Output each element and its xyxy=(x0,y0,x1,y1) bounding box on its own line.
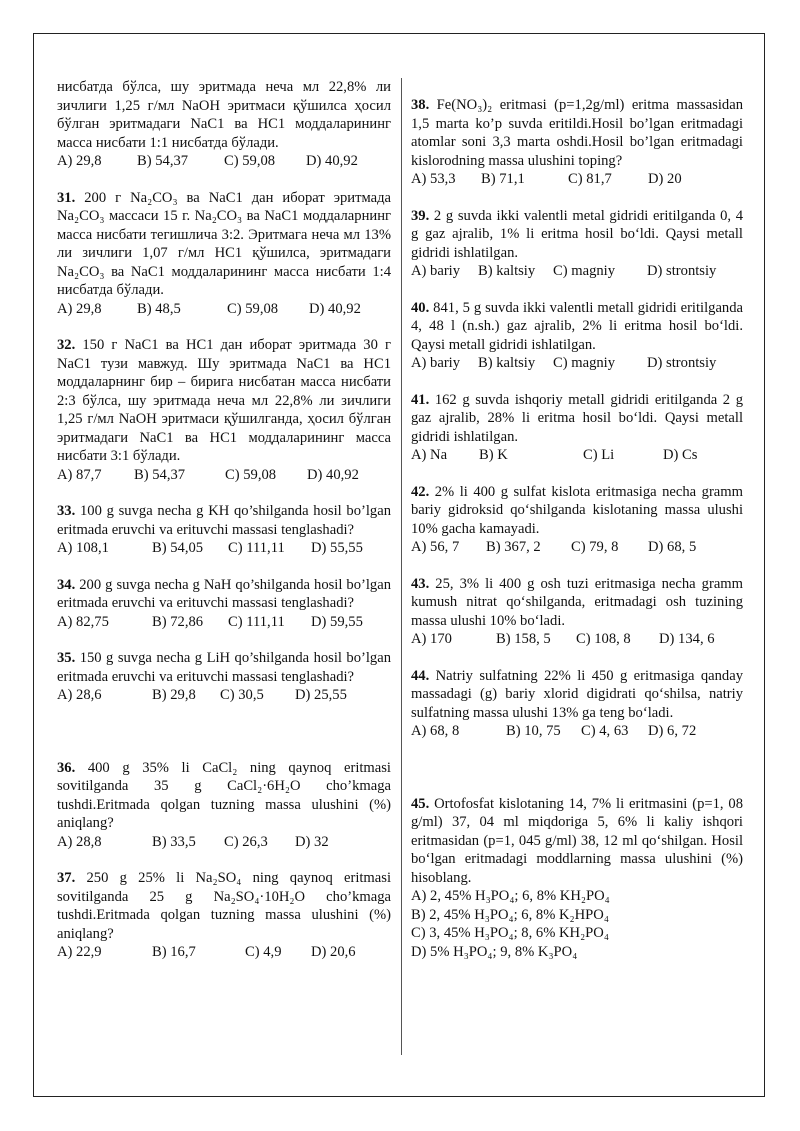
question-text: 38. Fe(NO₃)₂ eritmasi (p=1,2g/ml) eritma massasidan 1,5 marta ko’p suvda eritildi.Hosil bo’lgan eritmadagi atomlar soni 3,3 marta oshdi.Hosil bo’lgan eritmadagi kislorodning massa ulushini toping? xyxy=(411,97,743,169)
answer-c: C) 4,9 xyxy=(245,944,282,960)
left-column xyxy=(57,78,391,980)
question-number: 38. xyxy=(411,97,430,113)
question-number: 41. xyxy=(411,391,430,408)
answer-a: A) 2, 45% H₃PO₄; 6, 8% KH₂PO₄ xyxy=(411,888,610,904)
question-33 xyxy=(57,502,391,558)
question-number: 42. xyxy=(411,483,430,500)
answer-row xyxy=(411,630,743,649)
question-number: 37. xyxy=(57,870,76,886)
question-text: 40. 841, 5 g suvda ikki valentli metall gidridi eritilganda 4, 48 l (n.sh.) gaz ajralib, 2% li eritma hosil bo‘ldi. Qaysi metall gidridi ishlatilgan. xyxy=(411,299,743,353)
answer-a: A) 170 xyxy=(411,631,452,647)
answer-d: D) Cs xyxy=(663,447,698,463)
answer-a: A) 87,7 xyxy=(57,466,102,483)
question-39 xyxy=(411,207,743,281)
answer-d: D) 40,92 xyxy=(307,466,359,483)
answer-row xyxy=(411,446,743,465)
question-number: 44. xyxy=(411,667,430,684)
question-text: 43. 25, 3% li 400 g osh tuzi eritmasiga necha gramm kumush nitrat qo‘shilganda, eritmadagi osh tuzining massa ulushi 10% bo‘ladi. xyxy=(411,575,743,629)
answer-a: A) 29,8 xyxy=(57,153,102,169)
question-text: 37. 250 g 25% li Na₂SO₄ ning qaynoq eritmasi sovitilganda 25 g Na₂SO₄·10H₂O cho’kmaga tushdi.Eritmada qolgan tuzning massa ulushini (%) aniqlang? xyxy=(57,870,391,942)
answer-a: A) 28,8 xyxy=(57,833,102,850)
answer-c: C) 3, 45% H₃PO₄; 8, 6% KH₂PO₄ xyxy=(411,925,609,941)
question-text: 32. 150 г NaC1 ва HC1 дан иборат эритмада 30 г NaC1 тузи мавжуд. Шу эритмада NaC1 ва HC1 моддаларнинг бир – бирига нисбатан масса нисбати 2:3 бўлса, шу эритмада неча мл 22,8% ли зичлиги 1,25 г/мл NaOH эритмаси қўшилганда, ҳосил бўлган эритмадаги NaC1 ва HC1 моддаларининг масса нисбати 3:1 бўлади. xyxy=(57,337,391,464)
question-32 xyxy=(57,336,391,484)
question-36 xyxy=(57,759,391,852)
answer-row xyxy=(57,152,391,171)
answer-d: D) 25,55 xyxy=(295,687,347,703)
answer-d: D) 6, 72 xyxy=(648,723,697,739)
answer-c: C) 111,11 xyxy=(228,540,285,556)
question-number: 31. xyxy=(57,189,76,206)
question-35 xyxy=(57,649,391,705)
answer-b: B) 54,05 xyxy=(152,540,204,556)
answer-row xyxy=(411,262,743,281)
answer-c: C) Li xyxy=(583,447,615,463)
answer-a: A) bariy xyxy=(411,263,461,279)
question-number: 34. xyxy=(57,576,76,593)
answer-c: C) 59,08 xyxy=(225,466,277,483)
answer-b: B) 72,86 xyxy=(152,613,204,630)
question-text: нисбатда бўлса, шу эритмада неча мл 22,8% ли зичлиги 1,25 г/мл NaOH эритмаси қўшилса ҳосил бўлган эритмадаги NaC1 ва HC1 моддаларининг масса нисбати 1:1 нисбатда бўлади. xyxy=(57,79,391,151)
answer-b: B) 2, 45% H₃PO₄; 6, 8% K₂HPO₄ xyxy=(411,906,609,923)
answer-c: C) 79, 8 xyxy=(571,539,619,555)
answer-c: C) magniy xyxy=(553,263,616,279)
answer-a: A) bariy xyxy=(411,355,461,371)
spacer xyxy=(57,723,391,759)
answer-row xyxy=(57,833,391,852)
question-31 xyxy=(57,189,391,319)
answer-c: C) 30,5 xyxy=(220,687,264,703)
answer-d: D) strontsiy xyxy=(647,355,717,371)
question-40 xyxy=(411,299,743,373)
answer-a: A) 28,6 xyxy=(57,687,102,703)
answer-row xyxy=(411,170,743,189)
answer-row xyxy=(57,613,391,632)
answer-d: D) 40,92 xyxy=(309,300,361,317)
right-column xyxy=(411,78,743,979)
answer-list xyxy=(411,887,743,961)
answer-d: D) strontsiy xyxy=(647,263,717,279)
answer-d: D) 5% H₃PO₄; 9, 8% K₃PO₄ xyxy=(411,943,578,960)
answer-d: D) 55,55 xyxy=(311,540,363,556)
answer-b: B) 10, 75 xyxy=(506,723,561,739)
answer-b: B) kaltsiy xyxy=(478,263,536,279)
answer-a: A) 68, 8 xyxy=(411,723,460,739)
question-text: 44. Natriy sulfatning 22% li 450 g eritmasiga qanday massadagi (g) bariy xlorid digidrati qo‘shilsa, natriy sulfatning massa ulushi 13% ga teng bo‘ladi. xyxy=(411,667,743,721)
answer-d: D) 20 xyxy=(648,171,682,187)
answer-a: A) 53,3 xyxy=(411,171,456,187)
question-number: 40. xyxy=(411,299,430,316)
answer-b: B) 33,5 xyxy=(152,833,196,850)
question-text: 42. 2% li 400 g sulfat kislota eritmasiga necha gramm bariy gidroksid qo‘shilganda kislotaning massa ulushi 10% gacha kamayadi. xyxy=(411,483,743,537)
answer-c: C) 81,7 xyxy=(568,171,612,187)
answer-a: A) 29,8 xyxy=(57,300,102,317)
answer-a: A) Na xyxy=(411,447,448,463)
question-number: 35. xyxy=(57,650,76,666)
question-38 xyxy=(411,96,743,189)
answer-row xyxy=(57,943,391,962)
answer-b: B) 29,8 xyxy=(152,687,196,703)
question-number: 36. xyxy=(57,759,76,776)
question-number: 43. xyxy=(411,575,430,592)
answer-b: B) 71,1 xyxy=(481,171,525,187)
answer-c: C) 59,08 xyxy=(227,300,279,317)
question-44 xyxy=(411,667,743,741)
question-42 xyxy=(411,483,743,557)
answer-row xyxy=(411,722,743,741)
question-30 xyxy=(57,78,391,171)
answer-row xyxy=(411,538,743,557)
question-number: 39. xyxy=(411,207,430,224)
question-number: 33. xyxy=(57,503,76,519)
answer-row xyxy=(57,466,391,485)
question-43 xyxy=(411,575,743,649)
answer-d: D) 40,92 xyxy=(306,153,358,169)
answer-c: C) 108, 8 xyxy=(576,631,631,647)
answer-c: C) 59,08 xyxy=(224,153,276,169)
answer-b: B) 367, 2 xyxy=(486,539,541,555)
question-text: 41. 162 g suvda ishqoriy metall gidridi eritilganda 2 g gaz ajralib, 28% li eritma hosil bo‘ldi. Qaysi metall gidridi ishlatilgan. xyxy=(411,391,743,445)
question-number: 45. xyxy=(411,795,430,812)
question-number: 32. xyxy=(57,337,76,353)
answer-b: B) kaltsiy xyxy=(478,355,536,371)
column-divider xyxy=(401,78,402,1055)
question-text: 35. 150 g suvga necha g LiH qo’shilganda hosil bo’lgan eritmada eruvchi va erituvchi massasi tenglashadi? xyxy=(57,650,391,685)
answer-a: A) 82,75 xyxy=(57,613,109,630)
answer-d: D) 59,55 xyxy=(311,613,363,630)
answer-c: C) 26,3 xyxy=(224,833,268,850)
answer-c: C) 4, 63 xyxy=(581,723,629,739)
question-text: 33. 100 g suvga necha g KH qo’shilganda hosil bo’lgan eritmada eruvchi va erituvchi massasi tenglashadi? xyxy=(57,503,391,538)
question-45 xyxy=(411,795,743,962)
answer-row xyxy=(411,354,743,373)
answer-d: D) 68, 5 xyxy=(648,539,697,555)
answer-c: C) magniy xyxy=(553,355,616,371)
answer-a: A) 56, 7 xyxy=(411,539,460,555)
answer-row xyxy=(57,539,391,558)
answer-row xyxy=(57,686,391,705)
question-text: 39. 2 g suvda ikki valentli metal gidridi eritilganda 0, 4 g gaz ajralib, 1% li eritma hosil bo‘ldi. Qaysi metall gidridi ishlatilgan. xyxy=(411,207,743,261)
question-37 xyxy=(57,869,391,962)
question-text: 45. Ortofosfat kislotaning 14, 7% li eritmasini (p=1, 08 g/ml) 37, 04 ml miqdoriga 5, 6% li kaliy ishqori eritmasidan (p=1, 045 g/ml) 38, 12 ml qo‘shilgan. Hosil bo‘lgan eritmadagi moddlarning massa ulushini (%) hisoblang. xyxy=(411,795,743,886)
question-34 xyxy=(57,576,391,632)
question-text: 34. 200 g suvga necha g NaH qo’shilganda hosil bo’lgan eritmada eruvchi va erituvchi massasi tenglashadi? xyxy=(57,576,391,611)
answer-row xyxy=(57,300,391,319)
answer-a: A) 22,9 xyxy=(57,944,102,960)
answer-b: B) 48,5 xyxy=(137,300,181,317)
answer-b: B) K xyxy=(479,447,508,463)
answer-b: B) 158, 5 xyxy=(496,631,551,647)
answer-b: B) 54,37 xyxy=(134,466,186,483)
answer-b: B) 54,37 xyxy=(137,153,189,169)
answer-b: B) 16,7 xyxy=(152,944,196,960)
answer-d: D) 134, 6 xyxy=(659,631,715,647)
question-text: 31. 200 г Na₂CO₃ ва NaC1 дан иборат эритмада Na₂CO₃ массаси 15 г. Na₂CO₃ ва NaC1 моддаларнинг масса нисбати тегишлича 3:2. Эритмага неча мл 13% ли зичлиги 1,07 г/мл HC1 қўшилса, эритмадаги Na₂CO₃ ва NaC1 моддаларининг масса нисбати 1:4 нисбатда бўлади. xyxy=(57,189,391,298)
question-text: 36. 400 g 35% li CaCl₂ ning qaynoq eritmasi sovitilganda 35 g CaCl₂·6H₂O cho’kmaga tushdi.Eritmada qolgan tuzning massa ulushini (%) aniqlang? xyxy=(57,759,391,831)
question-41 xyxy=(411,391,743,465)
answer-a: A) 108,1 xyxy=(57,540,109,556)
spacer xyxy=(411,759,743,795)
answer-d: D) 32 xyxy=(295,833,329,850)
answer-d: D) 20,6 xyxy=(311,944,356,960)
answer-c: C) 111,11 xyxy=(228,613,285,630)
